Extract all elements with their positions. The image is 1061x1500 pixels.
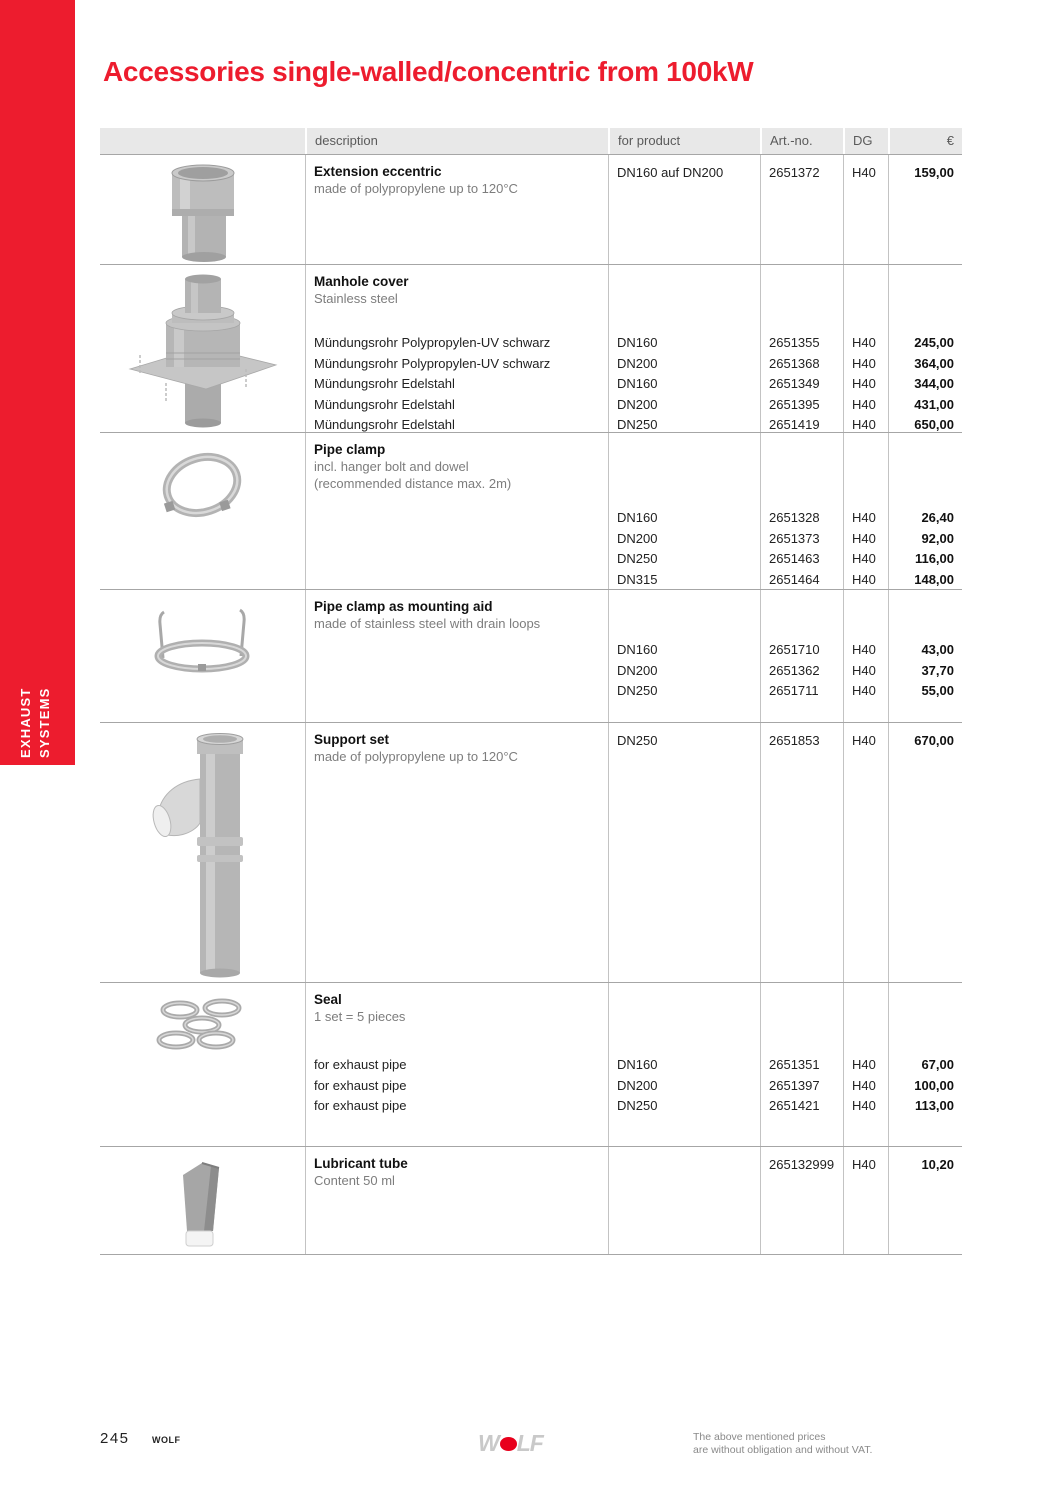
for-product-cell <box>608 265 760 432</box>
dg-value: H40 <box>852 165 876 180</box>
product-image-cell <box>100 983 305 1146</box>
art-no-value: 2651397 <box>769 1077 820 1093</box>
for-product-value: DN200 <box>617 355 658 371</box>
art-no-value: 265132999 <box>769 1157 835 1172</box>
art-no-cell <box>760 590 843 722</box>
dg-value: H40 <box>852 1077 876 1093</box>
support-set-image <box>150 729 255 979</box>
price-value: 113,00 <box>914 1098 954 1113</box>
description-cell <box>305 590 608 722</box>
price-table <box>100 128 962 1255</box>
section-sidebar <box>0 0 75 765</box>
variant-label: for exhaust pipe <box>314 1057 407 1072</box>
variant-label: Mündungsrohr Edelstahl <box>314 396 455 412</box>
price-cell <box>888 155 962 264</box>
header-art-no: Art.-no. <box>760 128 843 154</box>
row-title: Pipe clamp <box>314 442 386 457</box>
for-product-cell <box>608 1147 760 1254</box>
for-product-value: DN200 <box>617 1077 658 1093</box>
price-value: 364,00 <box>914 355 954 371</box>
manhole-cover-image <box>128 271 278 429</box>
variant-label: Mündungsrohr Polypropylen-UV schwarz <box>314 335 551 350</box>
dg-value: H40 <box>852 376 876 391</box>
table-header-row <box>100 128 962 155</box>
for-product-value: DN160 <box>617 1057 658 1072</box>
brand-name: WOLF <box>152 1435 181 1445</box>
wolf-logo-w: W <box>478 1430 499 1456</box>
price-value: 431,00 <box>914 396 954 412</box>
row-subtitle: 1 set = 5 pieces <box>314 1009 406 1024</box>
row-subtitle: Stainless steel <box>314 291 398 306</box>
product-image-cell <box>100 590 305 722</box>
art-no-cell <box>760 983 843 1146</box>
header-description: description <box>305 128 608 154</box>
dg-value: H40 <box>852 1098 876 1113</box>
art-no-value: 2651373 <box>769 530 820 546</box>
price-value: 116,00 <box>914 551 954 566</box>
dg-value: H40 <box>852 683 876 698</box>
table-row <box>100 983 962 1147</box>
price-disclaimer-line2: are without obligation and without VAT. <box>693 1444 873 1456</box>
for-product-value: DN160 <box>617 335 658 350</box>
dg-value: H40 <box>852 396 876 412</box>
description-cell <box>305 1147 608 1254</box>
art-no-value: 2651421 <box>769 1098 820 1113</box>
row-title: Seal <box>314 992 342 1007</box>
wolf-logo <box>478 1430 543 1457</box>
art-no-value: 2651710 <box>769 642 820 657</box>
section-label <box>16 628 54 758</box>
row-title: Manhole cover <box>314 274 409 289</box>
price-disclaimer <box>693 1431 872 1457</box>
price-value: 10,20 <box>921 1157 954 1172</box>
for-product-value: DN250 <box>617 551 658 566</box>
price-cell <box>888 1147 962 1254</box>
row-subtitle: made of polypropylene up to 120°C <box>314 181 518 196</box>
dg-value: H40 <box>852 335 876 350</box>
for-product-cell <box>608 723 760 982</box>
description-cell <box>305 723 608 982</box>
lubricant-tube-image <box>174 1159 232 1251</box>
for-product-value: DN250 <box>617 1098 658 1113</box>
art-no-value: 2651372 <box>769 165 820 180</box>
for-product-cell <box>608 983 760 1146</box>
description-cell <box>305 155 608 264</box>
header-dg: DG <box>843 128 888 154</box>
art-no-cell <box>760 433 843 589</box>
art-no-value: 2651711 <box>769 683 819 698</box>
dg-value: H40 <box>852 1057 876 1072</box>
product-image-cell <box>100 433 305 589</box>
dg-value: H40 <box>852 733 876 748</box>
dg-value: H40 <box>852 571 876 587</box>
price-value: 55,00 <box>921 683 954 698</box>
wolf-logo-lf: LF <box>516 1430 543 1456</box>
price-value: 344,00 <box>914 376 954 391</box>
description-cell <box>305 265 608 432</box>
wolf-logo-red-dot-icon <box>500 1437 517 1451</box>
for-product-value: DN250 <box>617 683 658 698</box>
price-value: 43,00 <box>921 642 954 657</box>
price-cell <box>888 983 962 1146</box>
dg-value: H40 <box>852 355 876 371</box>
for-product-value: DN200 <box>617 396 658 412</box>
for-product-value: DN160 <box>617 642 658 657</box>
price-value: 92,00 <box>921 530 954 546</box>
variant-label: Mündungsrohr Edelstahl <box>314 417 455 432</box>
for-product-value: DN200 <box>617 662 658 678</box>
description-cell <box>305 983 608 1146</box>
dg-cell <box>843 723 888 982</box>
price-value: 67,00 <box>921 1057 954 1072</box>
art-no-value: 2651355 <box>769 335 820 350</box>
for-product-cell <box>608 590 760 722</box>
table-row <box>100 265 962 433</box>
price-value: 650,00 <box>914 417 954 432</box>
art-no-value: 2651368 <box>769 355 820 371</box>
description-cell <box>305 433 608 589</box>
price-disclaimer-line1: The above mentioned prices <box>693 1431 826 1443</box>
price-value: 148,00 <box>914 571 954 587</box>
art-no-value: 2651463 <box>769 551 820 566</box>
variant-label: for exhaust pipe <box>314 1077 407 1093</box>
for-product-value: DN200 <box>617 530 658 546</box>
price-cell <box>888 723 962 982</box>
table-row <box>100 433 962 590</box>
art-no-value: 2651853 <box>769 733 820 748</box>
art-no-value: 2651395 <box>769 396 820 412</box>
dg-cell <box>843 433 888 589</box>
row-title: Support set <box>314 732 390 747</box>
row-subtitle: Content 50 ml <box>314 1173 395 1188</box>
price-value: 245,00 <box>914 335 954 350</box>
price-cell <box>888 590 962 722</box>
page-title: Accessories single-walled/concentric from 100kW <box>103 56 754 87</box>
variant-label: for exhaust pipe <box>314 1098 407 1113</box>
dg-value: H40 <box>852 530 876 546</box>
price-cell <box>888 433 962 589</box>
dg-value: H40 <box>852 642 876 657</box>
art-no-value: 2651362 <box>769 662 820 678</box>
dg-value: H40 <box>852 417 876 432</box>
variant-label: Mündungsrohr Edelstahl <box>314 376 455 391</box>
product-image-cell <box>100 723 305 982</box>
price-value: 100,00 <box>914 1077 954 1093</box>
price-value: 159,00 <box>914 165 954 180</box>
section-label-line2: SYSTEMS <box>37 687 52 758</box>
seal-image <box>148 995 258 1053</box>
for-product-cell <box>608 433 760 589</box>
product-image-cell <box>100 265 305 432</box>
for-product-value: DN160 <box>617 376 658 391</box>
art-no-value: 2651419 <box>769 417 820 432</box>
table-row <box>100 1147 962 1255</box>
dg-value: H40 <box>852 510 876 525</box>
row-title: Extension eccentric <box>314 164 442 179</box>
dg-value: H40 <box>852 551 876 566</box>
art-no-cell <box>760 155 843 264</box>
art-no-cell <box>760 1147 843 1254</box>
pipe-clamp-image <box>155 445 250 525</box>
for-product-value: DN250 <box>617 417 658 432</box>
page-number: 245 <box>100 1430 130 1447</box>
price-cell <box>888 265 962 432</box>
header-for-product: for product <box>608 128 760 154</box>
dg-value: H40 <box>852 662 876 678</box>
art-no-value: 2651349 <box>769 376 820 391</box>
art-no-value: 2651351 <box>769 1057 820 1072</box>
art-no-cell <box>760 265 843 432</box>
product-image-cell <box>100 1147 305 1254</box>
row-title: Lubricant tube <box>314 1156 408 1171</box>
dg-value: H40 <box>852 1157 876 1172</box>
art-no-cell <box>760 723 843 982</box>
for-product-value: DN160 <box>617 510 658 525</box>
pipe-clamp-mounting-aid-image <box>150 604 255 682</box>
row-subtitle: (recommended distance max. 2m) <box>314 476 512 491</box>
price-value: 37,70 <box>921 662 954 678</box>
row-subtitle: incl. hanger bolt and dowel <box>314 459 469 474</box>
price-value: 26,40 <box>921 510 954 525</box>
header-currency: € <box>888 128 962 154</box>
for-product-cell <box>608 155 760 264</box>
art-no-value: 2651464 <box>769 571 820 587</box>
table-row <box>100 723 962 983</box>
variant-label: Mündungsrohr Polypropylen-UV schwarz <box>314 355 551 371</box>
extension-eccentric-image <box>164 161 242 263</box>
section-label-line1: EXHAUST <box>18 687 33 758</box>
header-image-column <box>100 128 305 154</box>
product-image-cell <box>100 155 305 264</box>
row-subtitle: made of polypropylene up to 120°C <box>314 749 518 764</box>
dg-cell <box>843 590 888 722</box>
for-product-value: DN315 <box>617 571 658 587</box>
dg-cell <box>843 155 888 264</box>
row-subtitle: made of stainless steel with drain loops <box>314 616 541 631</box>
price-value: 670,00 <box>914 733 954 748</box>
art-no-value: 2651328 <box>769 510 820 525</box>
for-product-value: DN160 auf DN200 <box>617 165 724 180</box>
dg-cell <box>843 1147 888 1254</box>
dg-cell <box>843 265 888 432</box>
for-product-value: DN250 <box>617 733 658 748</box>
table-row <box>100 590 962 723</box>
dg-cell <box>843 983 888 1146</box>
table-row <box>100 155 962 265</box>
row-title: Pipe clamp as mounting aid <box>314 599 493 614</box>
